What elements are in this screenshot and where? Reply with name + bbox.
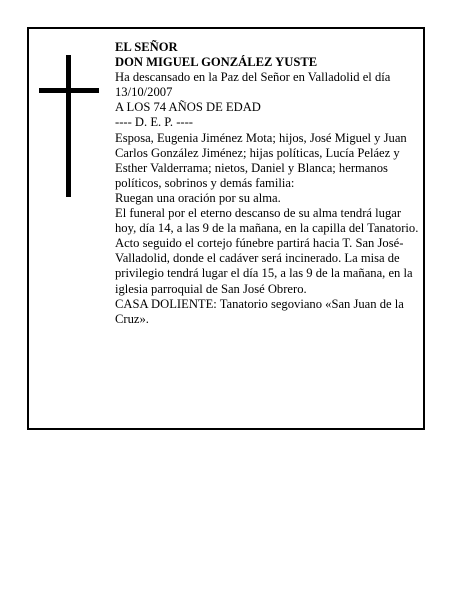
prayer-request: Ruegan una oración por su alma.	[115, 190, 281, 205]
mourning-house: CASA DOLIENTE: Tanatorio segoviano «San Juan de la Cruz».	[115, 296, 404, 326]
obituary-card	[27, 27, 425, 430]
cross-horizontal-bar	[39, 88, 99, 93]
obituary-text	[115, 40, 421, 327]
deceased-name: DON MIGUEL GONZÁLEZ YUSTE	[115, 55, 318, 70]
cross-icon	[39, 55, 99, 197]
funeral-details: El funeral por el eterno descanso de su alma tendrá lugar hoy, día 14, a las 9 de la mañana, en la capilla del Tanatorio. Acto seguido el cortejo fúnebre partirá hacia T. San José-Valladolid, donde el cadáver será incinerado. La misa de privilegio tendrá lugar el día 15, a las 9 de la mañana, en la iglesia parroquial de San José Obrero.	[115, 206, 419, 296]
death-line: Ha descansado en la Paz del Señor en Valladolid el día 13/10/2007	[115, 70, 391, 100]
family-list: Esposa, Eugenia Jiménez Mota; hijos, José Miguel y Juan Carlos González Jiménez; hijas políticas, Lucía Peláez y Esther Valderrama; nietos, Daniel y Blanca; hermanos políticos, sobrinos y demás familia:	[115, 130, 407, 190]
age-line: A LOS 74 AÑOS DE EDAD	[115, 100, 261, 115]
cross-vertical-bar	[66, 55, 71, 197]
rip-line: ---- D. E. P. ----	[115, 115, 193, 130]
honorific: EL SEÑOR	[115, 40, 178, 54]
